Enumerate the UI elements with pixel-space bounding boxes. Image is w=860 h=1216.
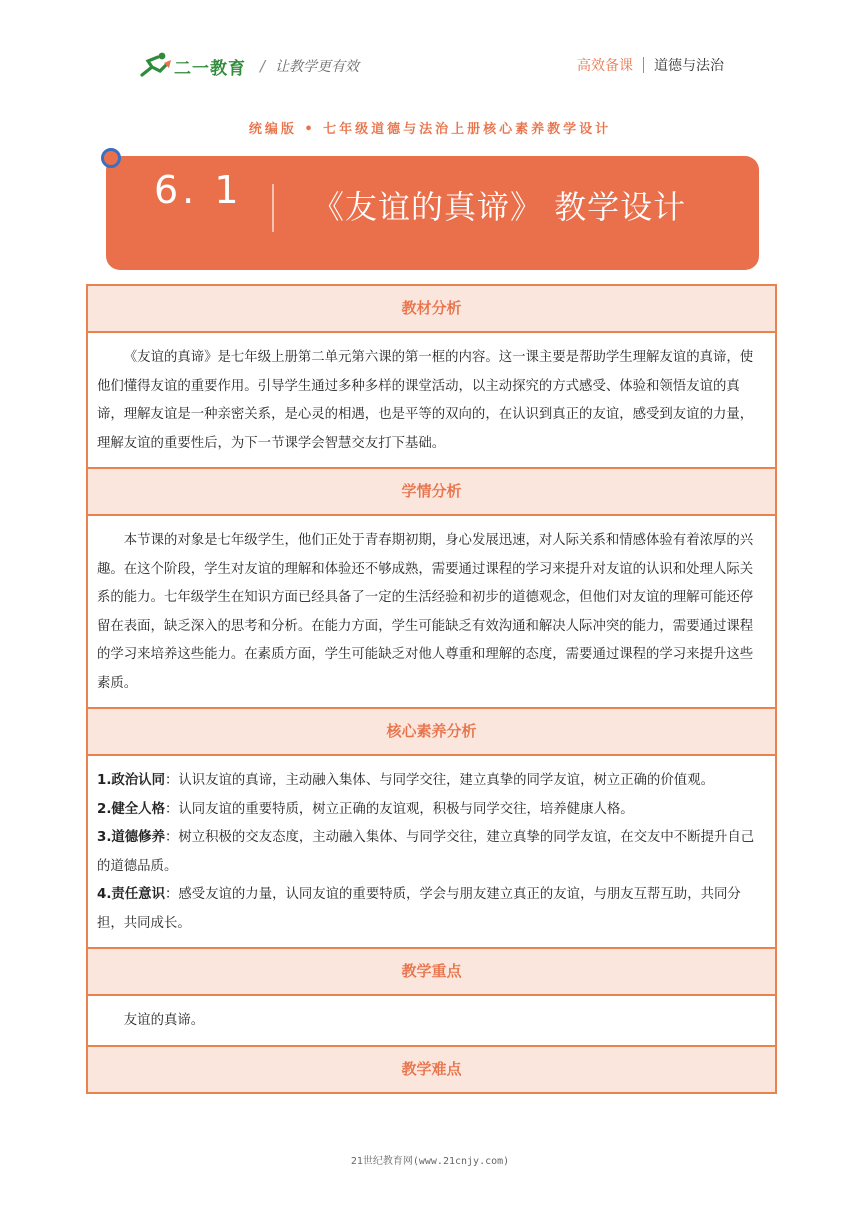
- section-body-textbook: [88, 333, 775, 469]
- series-title: 统编版 • 七年级道德与法治上册核心素养教学设计: [248, 122, 612, 137]
- banner-divider: [272, 184, 274, 232]
- core-item: [97, 796, 766, 825]
- focus-text: 友谊的真谛。: [123, 1013, 205, 1028]
- section-body-students: [88, 516, 775, 709]
- lesson-number: 6. 1: [154, 168, 243, 212]
- core-item: [97, 881, 766, 938]
- section-heading-textbook: 教材分析: [88, 286, 775, 333]
- section-body-focus: [88, 996, 775, 1047]
- lesson-title: 《友谊的真谛》 教学设计: [312, 188, 687, 226]
- banner-dot-decoration: [101, 148, 121, 168]
- header-right: [577, 55, 724, 75]
- core-item-label: 1.政治认同: [97, 773, 165, 788]
- core-item-text: ：感受友谊的力量，认同友谊的重要特质，学会与朋友建立真正的友谊，与朋友互帮互助，共同分担，共同成长。: [97, 887, 741, 931]
- section-heading-core: 核心素养分析: [88, 709, 775, 756]
- header-tag: 高效备课: [577, 58, 633, 74]
- core-item-text: ：认识友谊的真谛，主动融入集体、与同学交往，建立真挚的同学友谊，树立正确的价值观。: [164, 773, 714, 788]
- slogan: 让教学更有效: [275, 59, 360, 75]
- core-item: [97, 824, 766, 881]
- section-heading-difficulty: 教学难点: [88, 1047, 775, 1092]
- logo: [138, 50, 359, 82]
- core-item-label: 3.道德修养: [97, 830, 165, 845]
- section-body-core: [88, 756, 775, 949]
- core-item-label: 4.责任意识: [97, 887, 165, 902]
- core-item-label: 2.健全人格: [97, 801, 165, 817]
- design-table: [86, 284, 777, 1094]
- core-item-text: ：树立积极的交友态度，主动融入集体、与同学交往，建立真挚的同学友谊，在交友中不断提升自己的道德品质。: [97, 830, 755, 874]
- core-item: [97, 767, 766, 796]
- core-item-text: ：认同友谊的重要特质，树立正确的友谊观，积极与同学交往，培养健康人格。: [164, 801, 634, 817]
- section-heading-focus: 教学重点: [88, 949, 775, 996]
- runner-logo-icon: [138, 51, 172, 81]
- textbook-analysis-text: 《友谊的真谛》是七年级上册第二单元第六课的第一框的内容。这一课主要是帮助学生理解友谊的真谛，使他们懂得友谊的重要作用。引导学生通过多种多样的课堂活动，以主动探究的方式感受、体验和领悟友谊的真谛，理解友谊是一种亲密关系，是心灵的相遇，也是平等的双向的，在认识到真正的友谊，感受到友谊的力量，理解友谊的重要性后，为下一节课学会智慧交友打下基础。: [97, 350, 754, 451]
- student-analysis-text: 本节课的对象是七年级学生，他们正处于青春期初期，身心发展迅速，对人际关系和情感体验有着浓厚的兴趣。在这个阶段，学生对友谊的理解和体验还不够成熟，需要通过课程的学习来提升对友谊的认识和处理人际关系的能力。七年级学生在知识方面已经具备了一定的生活经验和初步的道德观念，但他们对友谊的理解可能还停留在表面，缺乏深入的思考和分析。在能力方面，学生可能缺乏有效沟通和解决人际冲突的能力，需要通过课程的学习来培养这些能力。在素质方面，学生可能缺乏对他人尊重和理解的态度，需要通过课程的学习来提升这些素质。: [97, 533, 754, 691]
- header-divider: [643, 57, 644, 73]
- logo-text: 二一教育: [174, 58, 246, 79]
- section-heading-students: 学情分析: [88, 469, 775, 516]
- header-subject: 道德与法治: [654, 58, 724, 74]
- footer-source: 21世纪教育网(www.21cnjy.com): [350, 1156, 510, 1167]
- slogan-separator: /: [260, 57, 266, 75]
